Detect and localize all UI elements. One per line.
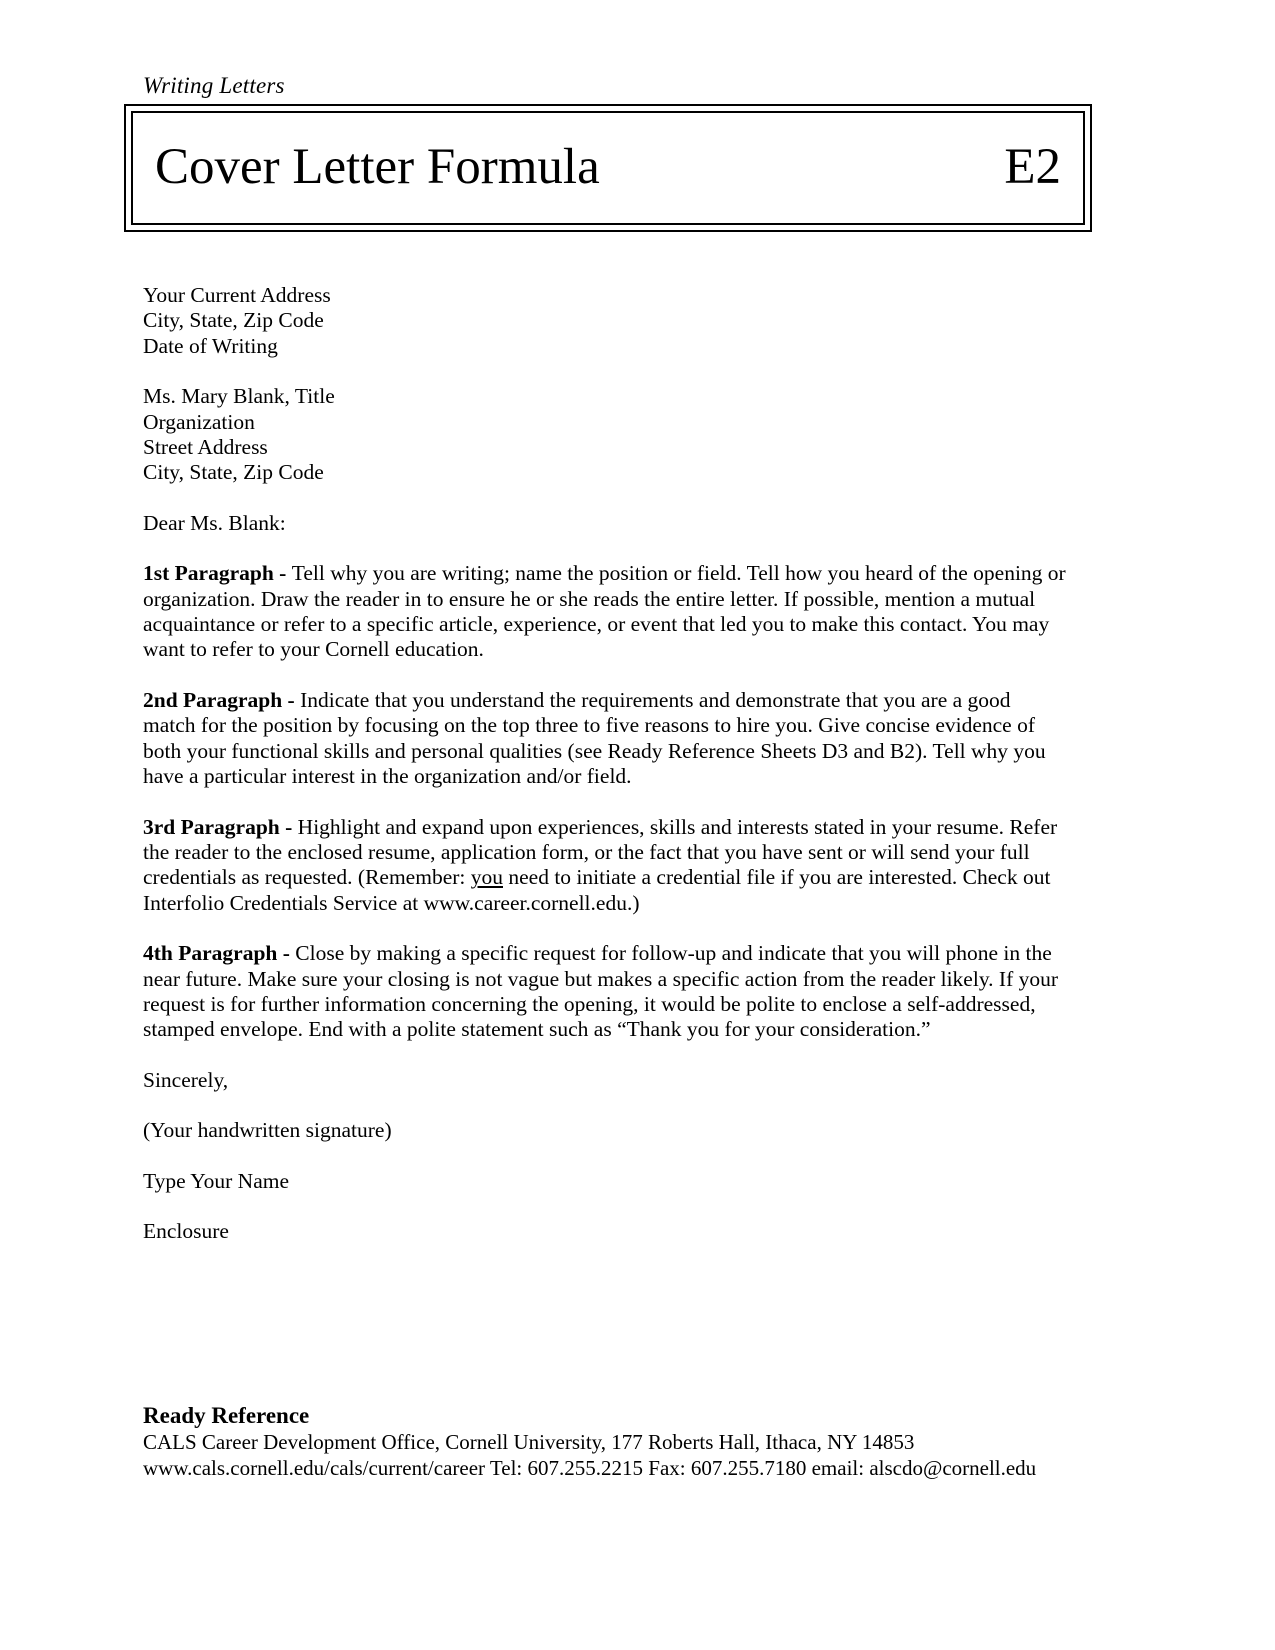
spacer: [143, 359, 1068, 384]
paragraph-2: [143, 688, 1068, 790]
spacer: [143, 536, 1068, 561]
title-banner: [124, 104, 1092, 232]
footer: [143, 1402, 1093, 1481]
paragraph-1: [143, 561, 1068, 663]
return-address-block: [143, 283, 1068, 359]
recipient-address-line: Street Address: [143, 435, 268, 460]
document-kicker: Writing Letters: [143, 73, 285, 98]
paragraph-3-emphasis: you: [470, 865, 503, 890]
paragraph-2-label: 2nd Paragraph -: [143, 687, 301, 712]
paragraph-3: [143, 815, 1068, 917]
recipient-address-block: [143, 384, 1068, 486]
return-address-line: Your Current Address: [143, 283, 331, 307]
letter-body: [143, 283, 1068, 1244]
signature-placeholder: (Your handwritten signature): [143, 1118, 392, 1143]
paragraph-3-text-before: Highlight and expand upon experiences, skills and interests stated in your resume. Refer the reader to the enclosed resume, application form, or the fact that you have sent or will send your full credentials as requested. (Remember:: [143, 814, 1058, 890]
salutation: Dear Ms. Blank:: [143, 510, 286, 535]
closing-salutation: Sincerely,: [143, 1067, 229, 1092]
footer-title: Ready Reference: [143, 1403, 310, 1428]
return-address-line: City, State, Zip Code: [143, 308, 324, 333]
paragraph-4-label: 4th Paragraph -: [143, 941, 296, 966]
spacer: [143, 1144, 1068, 1169]
spacer: [143, 1194, 1068, 1219]
paragraph-2-text: Indicate that you understand the requirements and demonstrate that you are a good match for the position by focusing on the top three to five reasons to hire you. Give concise evidence of both your functional skills and personal qualities (see Ready Reference Sheets D3 and B2). Tell why you have a particular interest in the organization and/or field.: [143, 687, 1046, 789]
paragraph-1-label: 1st Paragraph -: [143, 561, 292, 586]
spacer: [143, 1093, 1068, 1118]
paragraph-3-text-after: need to initiate a credential file if you are interested. Check out Interfolio Credentials Service at www.career.cornell.edu.): [143, 865, 1051, 915]
footer-address-line: CALS Career Development Office, Cornell University, 177 Roberts Hall, Ithaca, NY 14853: [143, 1430, 915, 1454]
recipient-address-line: City, State, Zip Code: [143, 460, 324, 485]
typed-name: Type Your Name: [143, 1168, 289, 1193]
paragraph-1-text: Tell why you are writing; name the position or field. Tell how you heard of the opening or organization. Draw the reader in to ensure he or she reads the entire letter. If possible, mention a mutual acquaintance or refer to a specific article, experience, or event that led you to make this contact. You may want to refer to your Cornell education.: [143, 561, 1066, 662]
paragraph-4-text: Close by making a specific request for follow-up and indicate that you will phone in the near future. Make sure your closing is not vague but makes a specific action from the reader likely. If your request is for further information concerning the opening, it would be polite to enclose a self-addressed, stamped envelope. End with a polite statement such as “Thank you for your consideration.”: [143, 941, 1059, 1042]
spacer: [143, 1043, 1068, 1068]
title-banner-inner-border: [131, 111, 1085, 225]
paragraph-4: [143, 941, 1068, 1043]
footer-contact-line: www.cals.cornell.edu/cals/current/career Tel: 607.255.2215 Fax: 607.255.7180 email: alscdo@cornell.edu: [143, 1456, 1037, 1480]
page-title: Cover Letter Formula: [155, 139, 600, 196]
spacer: [143, 486, 1068, 511]
sheet-code: E2: [1004, 139, 1061, 196]
enclosure-note: Enclosure: [143, 1218, 229, 1243]
return-address-line: Date of Writing: [143, 333, 278, 358]
paragraph-3-label: 3rd Paragraph -: [143, 814, 298, 839]
recipient-address-line: Ms. Mary Blank, Title: [143, 384, 335, 409]
recipient-address-line: Organization: [143, 409, 255, 434]
